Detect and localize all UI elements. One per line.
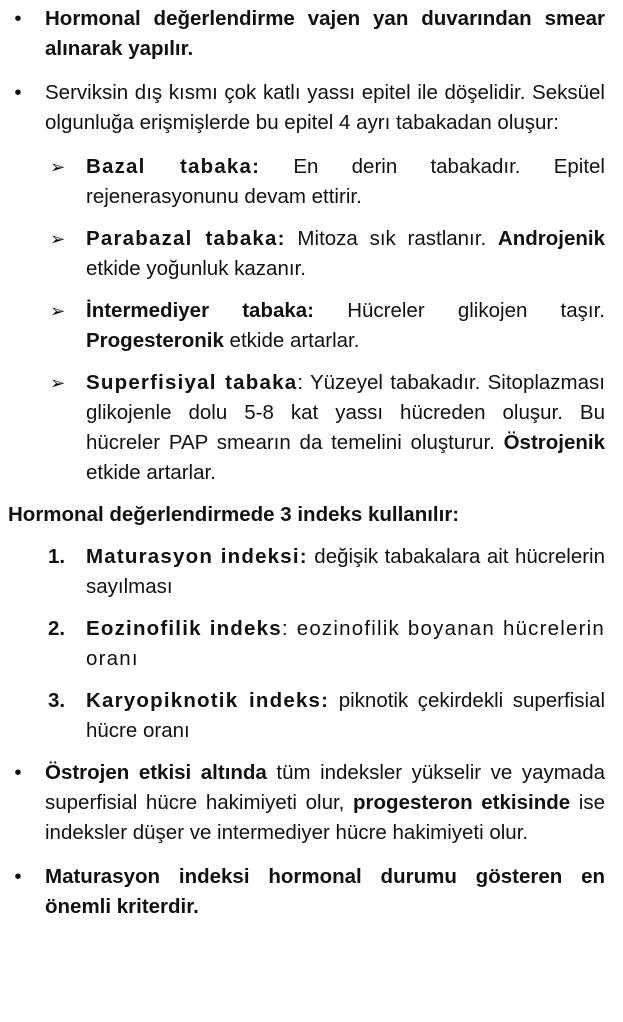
bullet-marker: • [14, 81, 22, 104]
index-term: Eozinofilik indeks [86, 617, 282, 640]
index-item-eozinofilik [8, 614, 605, 674]
layer-emphasis: Progesteronik [86, 329, 224, 352]
bullet-maturation-index [8, 862, 605, 922]
arrow-icon: ➢ [50, 229, 66, 249]
index-term: Maturasyon indeksi: [86, 545, 308, 568]
layer-term: Bazal tabaka: [86, 155, 261, 178]
layer-text: Hücreler glikojen taşır. [314, 299, 605, 322]
bullet-hormonal-evaluation [8, 4, 605, 64]
bullet-text: Serviksin dış kısmı çok katlı yassı epitel ile döşelidir. Seksüel olgunluğa erişmişlerde bu epitel 4 ayrı tabakadan oluşur: [45, 81, 605, 134]
bullet-text-tail: ise indeksler düşer ve intermediyer hücre hakimiyeti olur. [45, 791, 605, 844]
bullet-cervix-epithelium [8, 78, 605, 138]
bullet-emphasis: Östrojen etkisi altında [45, 761, 267, 784]
index-number: 2. [48, 617, 66, 640]
index-term: Karyopiknotik indeks: [86, 689, 330, 712]
index-item-karyopiknotik [8, 686, 605, 746]
bullet-estrogen-effect [8, 758, 605, 848]
layer-term: Superfisiyal tabaka [86, 371, 298, 394]
bullet-marker: • [14, 7, 22, 30]
section-heading: Hormonal değerlendirmede 3 indeks kullanılır: [8, 503, 460, 526]
layer-text: En derin tabakadır. Epitel rejenerasyonunu devam ettirir. [86, 155, 605, 208]
layer-text-tail: etkide yoğunluk kazanır. [86, 257, 306, 280]
layer-text: : Yüzeyel tabakadır. Sitoplazması glikojenle dolu 5-8 kat yassı hücreden oluşur. Bu hücreler PAP smearın da temelini oluşturur. [86, 371, 605, 454]
layer-text-tail: etkide artarlar. [223, 329, 360, 352]
index-text: değişik tabakalara ait hücrelerin sayılması [86, 545, 605, 598]
layer-term: İntermediyer tabaka: [86, 299, 315, 322]
layer-emphasis: Androjenik [497, 227, 605, 250]
arrow-icon: ➢ [50, 157, 66, 177]
layer-term: Parabazal tabaka: [86, 227, 286, 250]
bullet-marker: • [14, 865, 22, 888]
layer-item-bazal [8, 152, 605, 212]
arrow-icon: ➢ [50, 373, 66, 393]
bullet-text: tüm indeksler yükselir ve yaymada superfisial hücre hakimiyeti olur, [45, 761, 606, 814]
layer-text-tail: etkide artarlar. [86, 461, 216, 484]
bullet-text: Maturasyon indeksi hormonal durumu gösteren en önemli kriterdir. [45, 865, 605, 918]
layer-item-superfisiyal [8, 368, 605, 488]
index-text: piknotik çekirdekli superfisial hücre oranı [86, 689, 605, 742]
layer-text: Mitoza sık rastlanır. [285, 227, 498, 250]
bullet-text: Hormonal değerlendirme vajen yan duvarından smear alınarak yapılır. [45, 7, 605, 60]
index-number: 1. [48, 545, 66, 568]
bullet-emphasis-2: progesteron etkisinde [353, 791, 571, 814]
index-text: : eozinofilik boyanan hücrelerin oranı [86, 617, 605, 670]
index-item-maturasyon [8, 542, 605, 602]
arrow-icon: ➢ [50, 301, 66, 321]
index-number: 3. [48, 689, 66, 712]
layer-emphasis: Östrojenik [503, 431, 605, 454]
layer-item-parabazal [8, 224, 605, 284]
bullet-marker: • [14, 761, 22, 784]
layer-item-intermediyer [8, 296, 605, 356]
